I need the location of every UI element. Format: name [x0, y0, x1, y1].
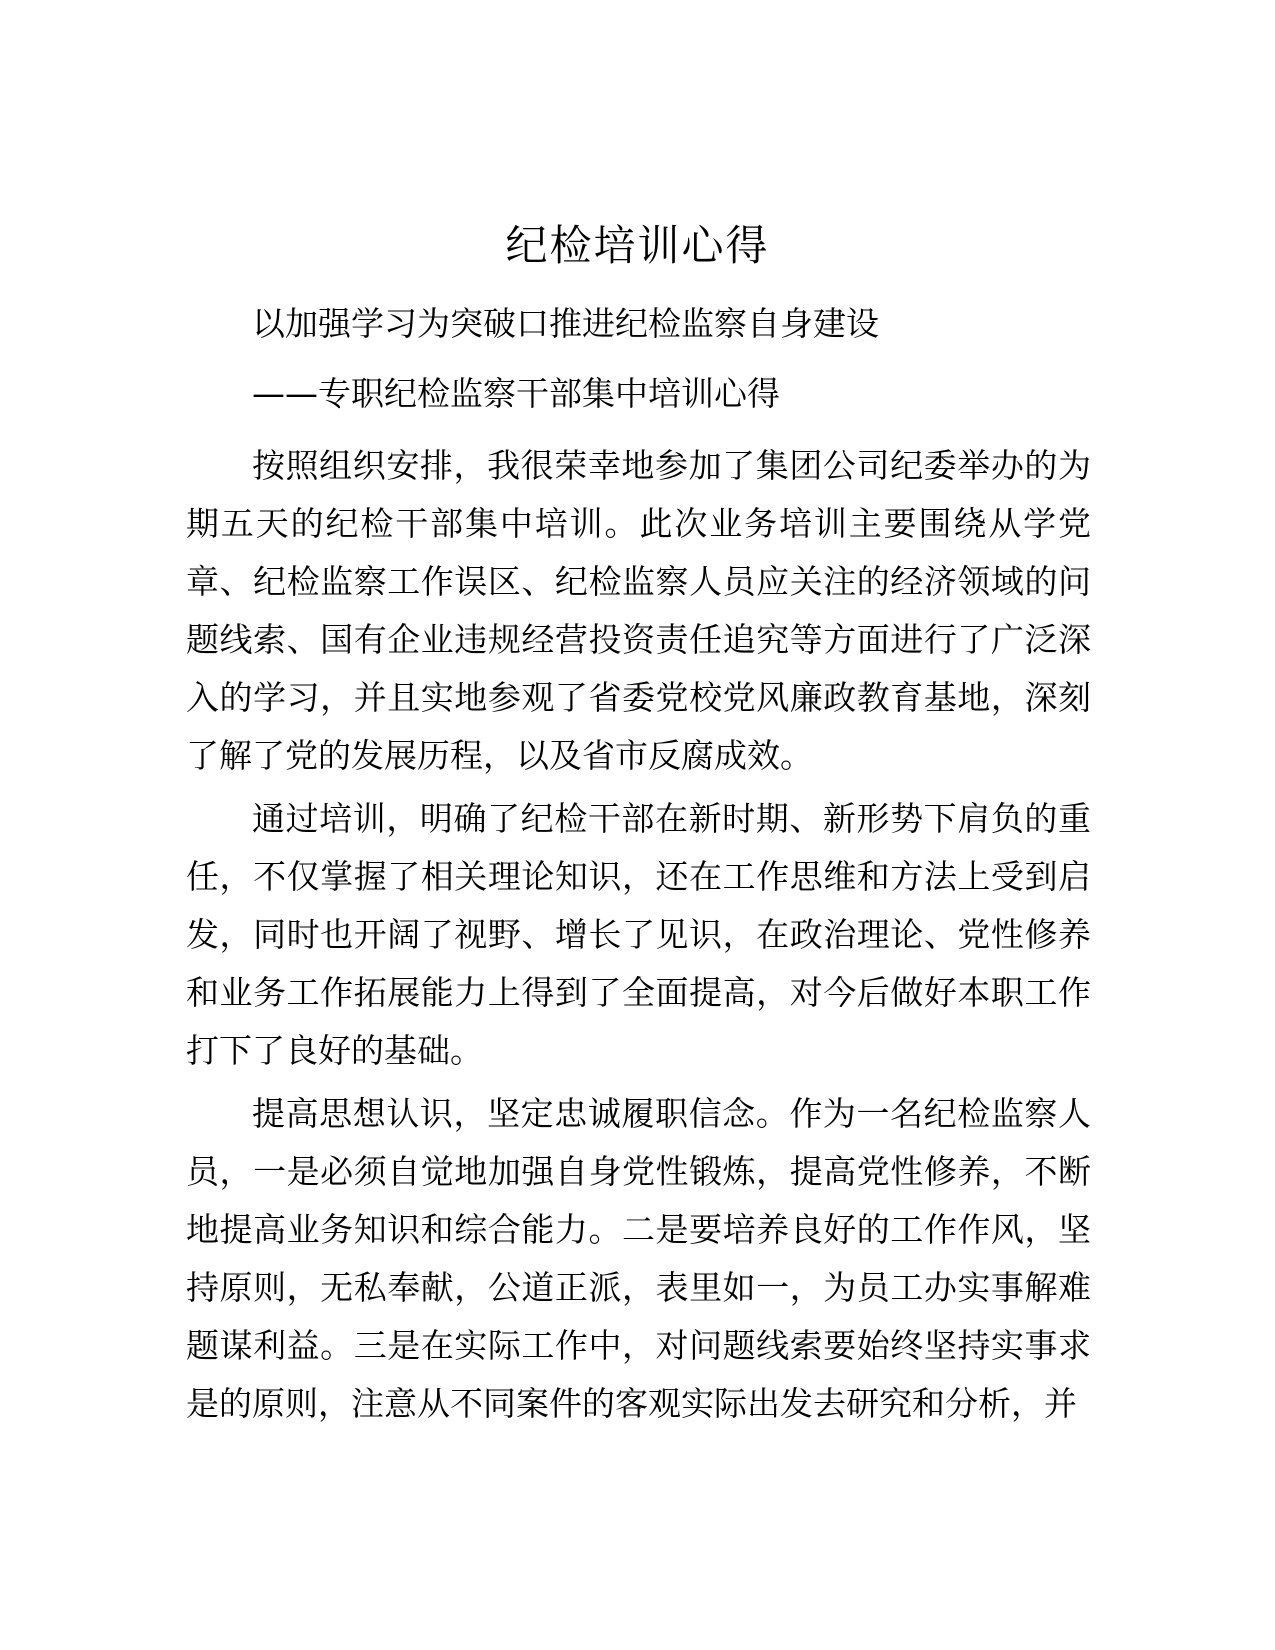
document-subtitle-secondary: ——专职纪检监察干部集中培训心得 — [252, 374, 780, 413]
paragraph-1: 按照组织安排，我很荣幸地参加了集团公司纪委举办的为期五天的纪检干部集中培训。此次业务培训主要围绕从学党章、纪检监察工作误区、纪检监察人员应关注的经济领域的问题线索、国有企业违规经营投资责任追究等方面进行了广泛深入的学习，并且实地参观了省委党校党风廉政教育基地，深刻了解了党的发展历程，以及省市反腐成效。 — [186, 446, 1091, 775]
document-title: 纪检培训心得 — [505, 221, 770, 270]
paragraph-3: 提高思想认识，坚定忠诚履职信念。作为一名纪检监察人员，一是必须自觉地加强自身党性锻炼，提高党性修养，不断地提高业务知识和综合能力。二是要培养良好的工作作风，坚持原则，无私奉献，公道正派，表里如一，为员工办实事解难题谋利益。三是在实际工作中，对问题线索要始终坚持实事求是的原则，注意从不同案件的客观实际出发去研究和分析，并 — [186, 1094, 1091, 1423]
paragraph-2: 通过培训，明确了纪检干部在新时期、新形势下肩负的重任，不仅掌握了相关理论知识，还在工作思维和方法上受到启发，同时也开阔了视野、增长了见识，在政治理论、党性修养和业务工作拓展能力上得到了全面提高，对今后做好本职工作打下了良好的基础。 — [186, 799, 1091, 1070]
document-subtitle: 以加强学习为突破口推进纪检监察自身建设 — [252, 304, 879, 343]
